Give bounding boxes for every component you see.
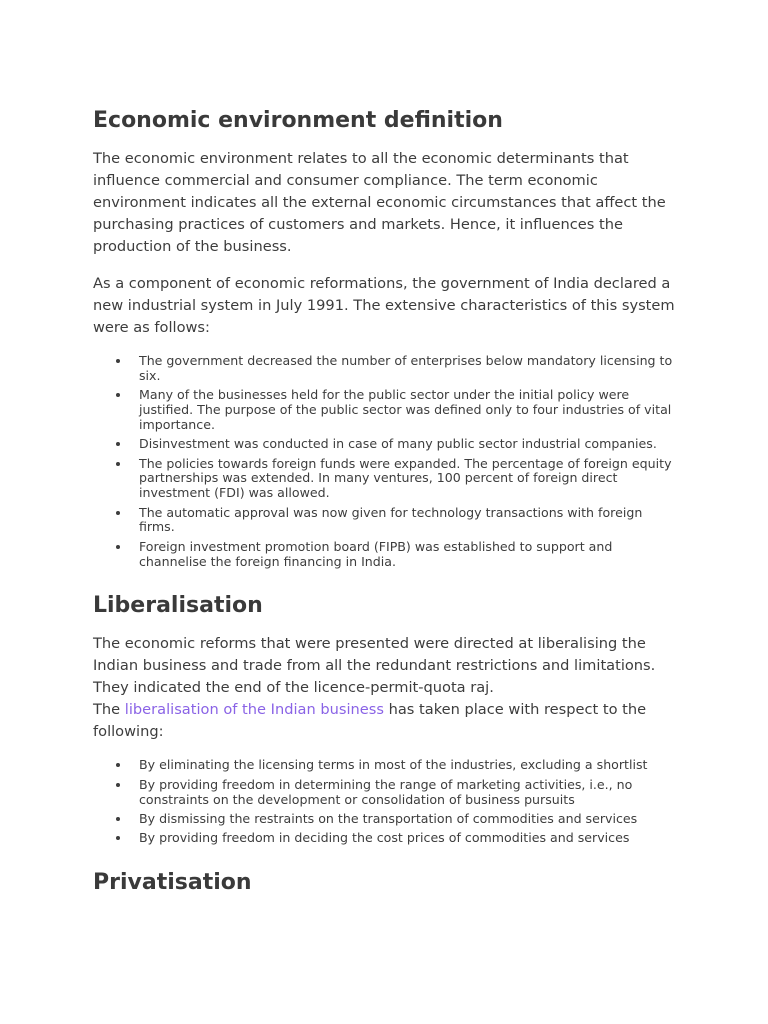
list-item: The government decreased the number of enterprises below mandatory licensing to six. — [139, 354, 678, 384]
list-item: The automatic approval was now given for technology transactions with foreign firms. — [139, 506, 678, 536]
list-item: By dismissing the restraints on the transportation of commodities and services — [139, 812, 678, 827]
list-item: By eliminating the licensing terms in most of the industries, excluding a shortlist — [139, 758, 678, 773]
list-item: By providing freedom in deciding the cost prices of commodities and services — [139, 831, 678, 846]
heading-economic-environment: Economic environment definition — [93, 108, 503, 133]
liberalisation-paragraph — [93, 633, 678, 743]
economic-paragraph-1: The economic environment relates to all the economic determinants that influence commercial and consumer compliance. The term economic environment indicates all the external economic circumstances that affect the purchasing practices of customers and markets. Hence, it influences the production of the business. — [93, 150, 666, 255]
list-item: Disinvestment was conducted in case of many public sector industrial companies. — [139, 437, 678, 452]
heading-privatisation: Privatisation — [93, 870, 252, 896]
liberalisation-text-prefix: The — [93, 701, 125, 719]
liberalisation-text-1: The economic reforms that were presented were directed at liberalising the Indian business and trade from all the redundant restrictions and limitations. They indicated the end of the licence-permit-quota raj. — [93, 635, 656, 697]
list-item: Foreign investment promotion board (FIPB) was established to support and channelise the foreign financing in India. — [139, 540, 678, 570]
economic-bullet-list — [93, 354, 678, 569]
liberalisation-bullet-list — [93, 758, 678, 846]
list-item: By providing freedom in determining the range of marketing activities, i.e., no constraints on the development or consolidation of business pursuits — [139, 778, 678, 808]
liberalisation-link[interactable]: liberalisation of the Indian business — [124, 701, 384, 719]
economic-paragraph-2: As a component of economic reformations, the government of India declared a new industrial system in July 1991. The extensive characteristics of this system were as follows: — [93, 275, 675, 336]
list-item: The policies towards foreign funds were expanded. The percentage of foreign equity partnerships was extended. In many ventures, 100 percent of foreign direct investment (FDI) was allowed. — [139, 457, 678, 501]
list-item: Many of the businesses held for the public sector under the initial policy were justified. The purpose of the public sector was defined only to four industries of vital importance. — [139, 388, 678, 432]
document-page — [93, 106, 678, 898]
heading-liberalisation: Liberalisation — [93, 593, 263, 619]
liberalisation-text-suffix: has taken place with respect to the following: — [93, 701, 647, 741]
